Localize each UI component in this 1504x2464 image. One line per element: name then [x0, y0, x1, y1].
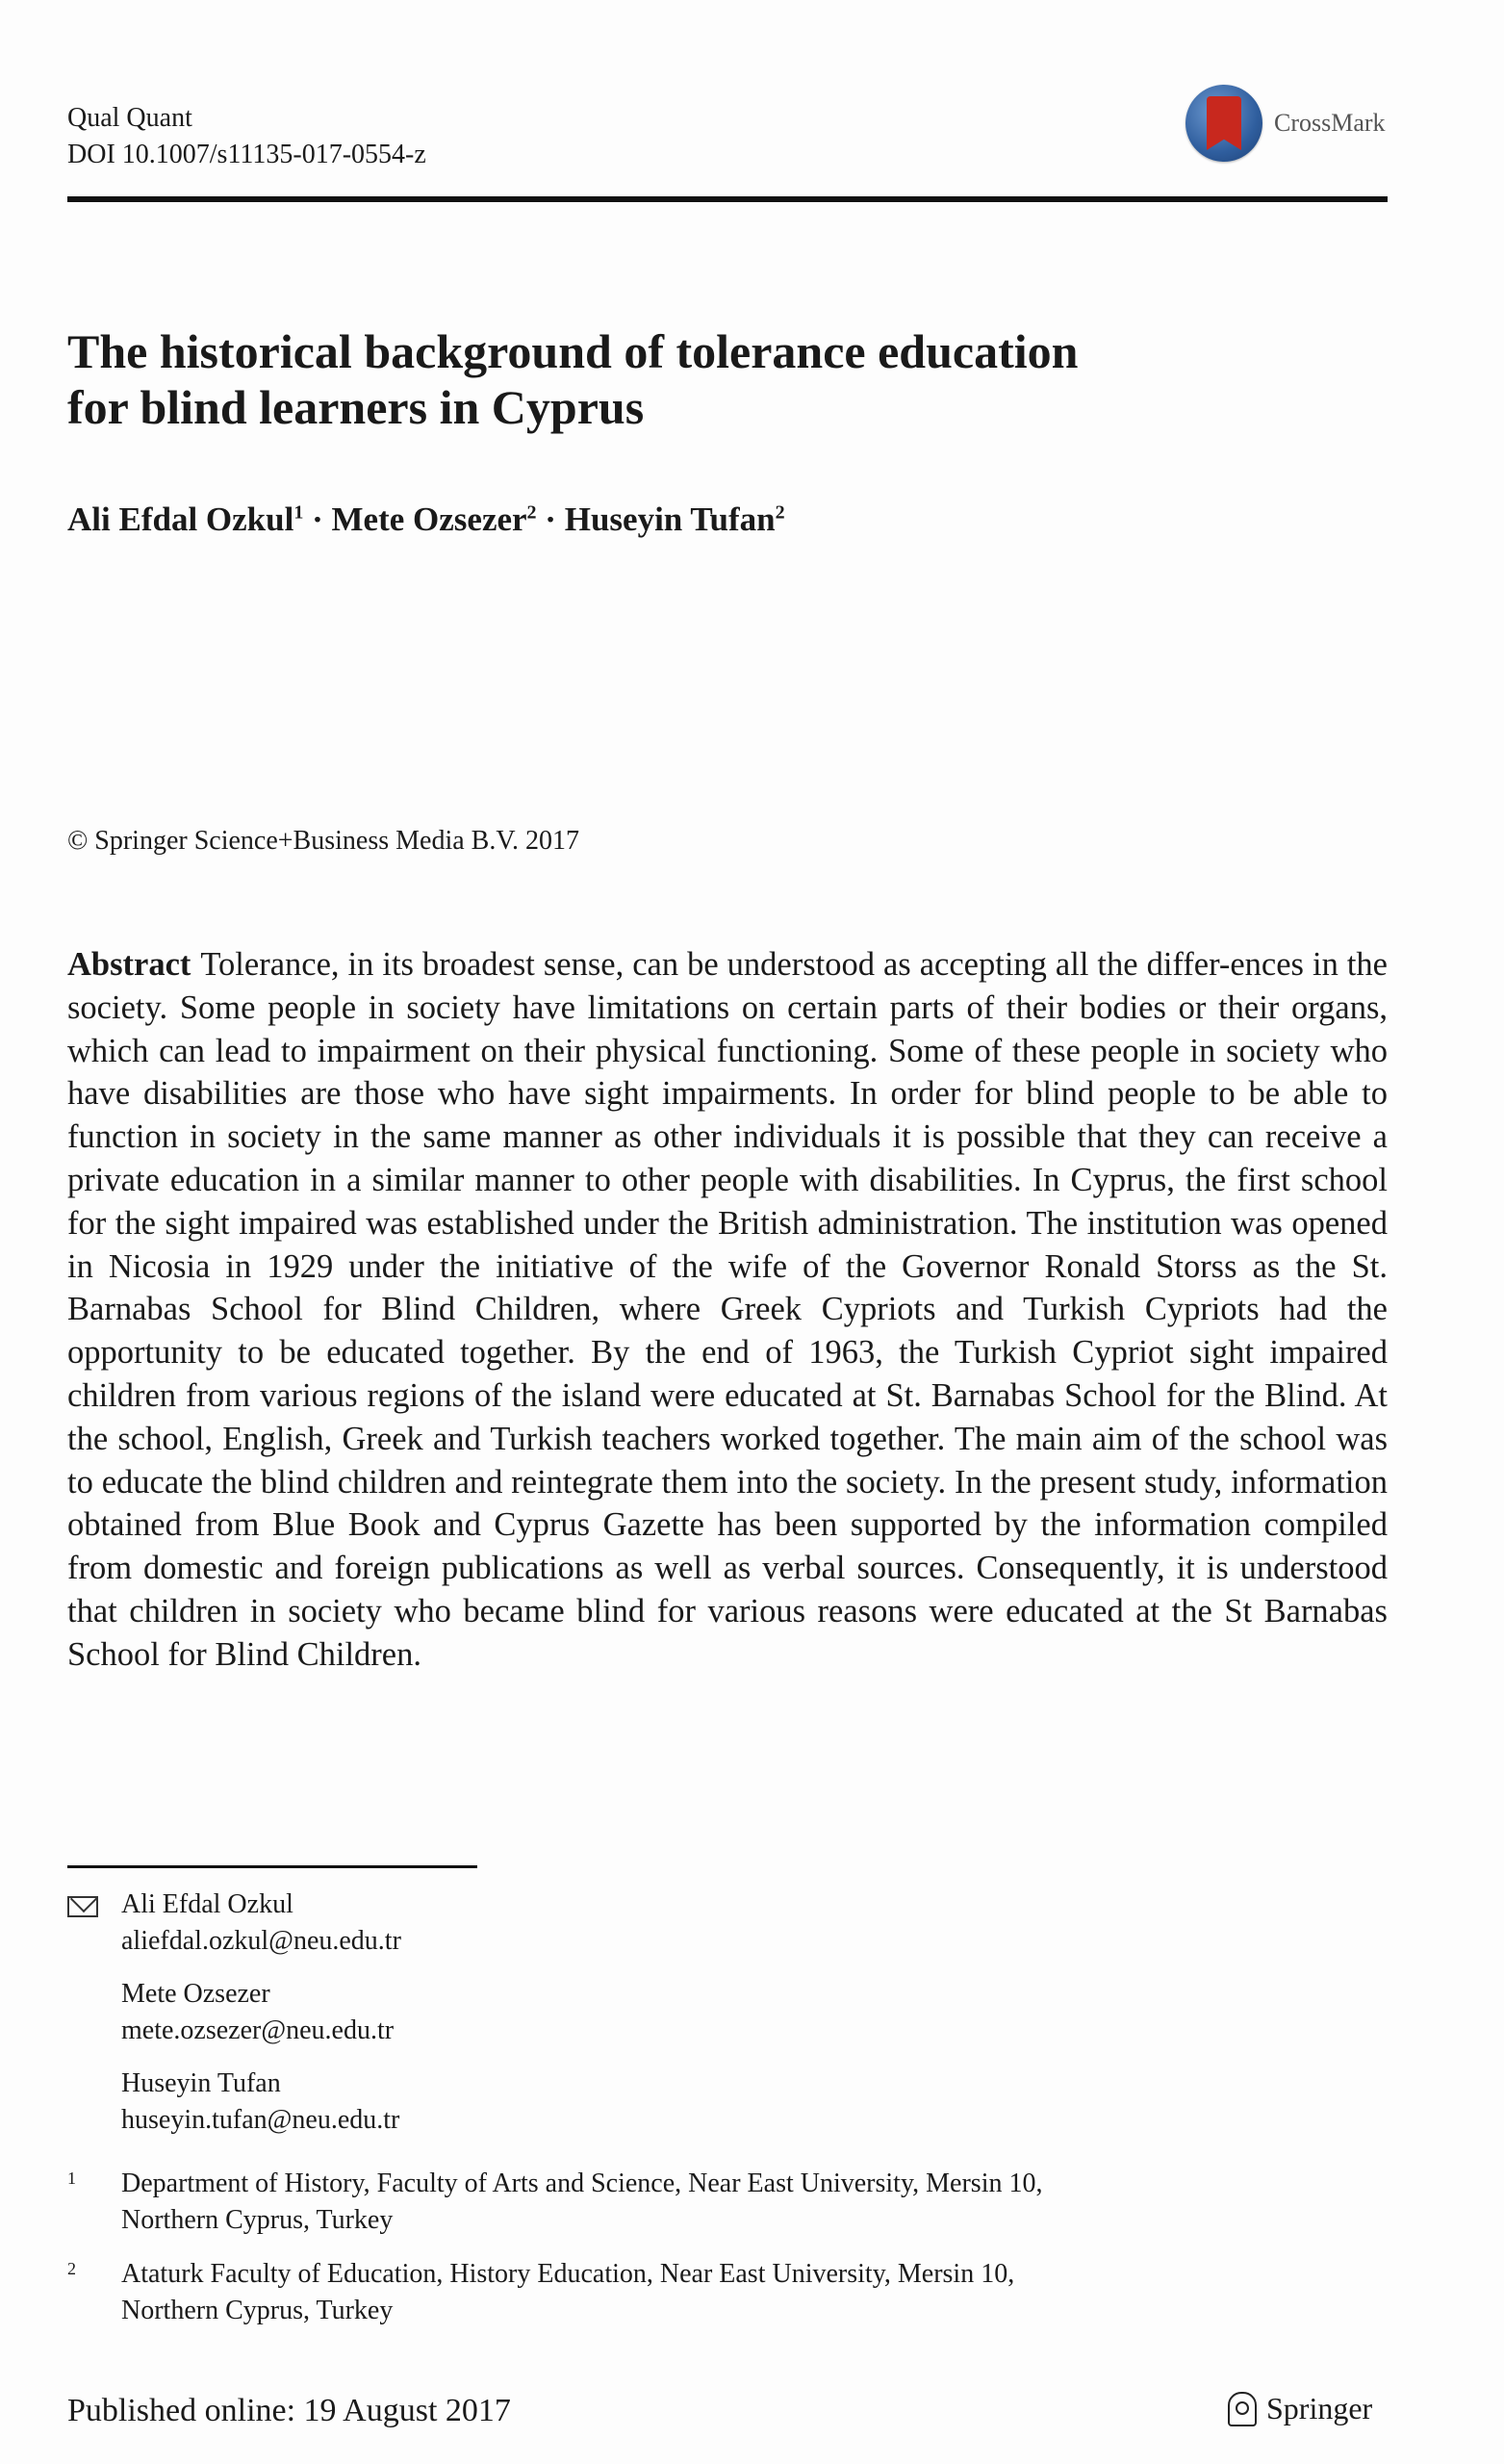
affiliation-number: 2 [67, 2259, 76, 2278]
abstract [67, 943, 1388, 1677]
springer-horse-icon [1228, 2392, 1257, 2426]
publisher-name: Springer [1266, 2391, 1373, 2426]
author-list [67, 500, 785, 539]
abstract-label: Abstract [67, 946, 191, 983]
affiliation-line: Ataturk Faculty of Education, History Education, Near East University, Mersin 10, [121, 2259, 1015, 2289]
contact-name: Mete Ozsezer [121, 1979, 270, 2009]
contact-entry [67, 1976, 401, 2049]
abstract-text: Tolerance, in its broadest sense, can be understood as accepting all the differ-ences in the society. Some people in society have limitations on certain parts of their bodies or their organs, which can lead to impairment on their physical functioning. Some of these people in society who have disabilities are those who have sight impairments. In order for blind people to be able to function in society in the same manner as other individuals it is possible that they can receive a private education in a similar manner to other people with disabilities. In Cyprus, the first school for the sight impaired was established under the British administration. The institution was opened in Nicosia in 1929 under the initiative of the wife of the Governor Ronald Storss as the St. Barnabas School for Blind Children, where Greek Cypriots and Turkish Cypriots had the opportunity to be educated together. By the end of 1963, the Turkish Cypriot sight impaired children from various regions of the island were educated at St. Barnabas School for the Blind. At the school, English, Greek and Turkish teachers worked together. The main aim of the school was to educate the blind children and reintegrate them into the society. In the present study, information obtained from Blue Book and Cyprus Gazette has been supported by the information compiled from domestic and foreign publications as well as verbal sources. Consequently, it is understood that children in society who became blind for various reasons were educated at the St Barnabas School for Blind Children. [67, 946, 1388, 1673]
affiliation-number: 1 [67, 2169, 76, 2188]
published-date: Published online: 19 August 2017 [67, 2393, 511, 2428]
paper-title [67, 323, 1222, 435]
publisher-logo[interactable] [1228, 2391, 1372, 2426]
envelope-icon [67, 1896, 98, 1917]
affiliation-list [67, 2166, 1388, 2347]
author-separator: · [303, 500, 332, 538]
journal-name: Qual Quant [67, 103, 192, 133]
affiliation-line: Department of History, Faculty of Arts and Science, Near East University, Mersin 10, [121, 2169, 1043, 2198]
contact-email[interactable]: mete.ozsezer@neu.edu.tr [121, 2015, 395, 2045]
title-line-1: The historical background of tolerance education [67, 324, 1079, 378]
contact-name: Huseyin Tufan [121, 2068, 281, 2098]
author-affiliation-mark: 1 [293, 501, 304, 524]
author-name[interactable]: Mete Ozsezer [331, 500, 527, 538]
footnote-rule [67, 1865, 477, 1868]
author-affiliation-mark: 2 [775, 501, 785, 524]
crossmark-link[interactable] [1185, 85, 1386, 162]
contact-entry [67, 2066, 401, 2139]
contact-email[interactable]: huseyin.tufan@neu.edu.tr [121, 2105, 400, 2135]
affiliation-entry [67, 2166, 1388, 2239]
author-affiliation-mark: 2 [526, 501, 537, 524]
title-line-2: for blind learners in Cyprus [67, 380, 645, 434]
crossmark-label: CrossMark [1274, 109, 1386, 137]
journal-info [67, 100, 426, 173]
crossmark-icon [1185, 85, 1262, 162]
correspondence-list [67, 1886, 401, 2155]
contact-email[interactable]: aliefdal.ozkul@neu.edu.tr [121, 1926, 401, 1956]
author-name[interactable]: Huseyin Tufan [564, 500, 776, 538]
author-name[interactable]: Ali Efdal Ozkul [67, 500, 294, 538]
copyright-notice: © Springer Science+Business Media B.V. 2017 [67, 826, 579, 856]
affiliation-line: Northern Cyprus, Turkey [121, 2205, 394, 2235]
author-separator: · [536, 500, 565, 538]
contact-name: Ali Efdal Ozkul [121, 1889, 293, 1919]
affiliation-entry [67, 2256, 1388, 2329]
affiliation-line: Northern Cyprus, Turkey [121, 2296, 394, 2325]
header-rule [67, 196, 1388, 202]
doi[interactable]: DOI 10.1007/s11135-017-0554-z [67, 140, 426, 169]
contact-entry [67, 1886, 401, 1960]
